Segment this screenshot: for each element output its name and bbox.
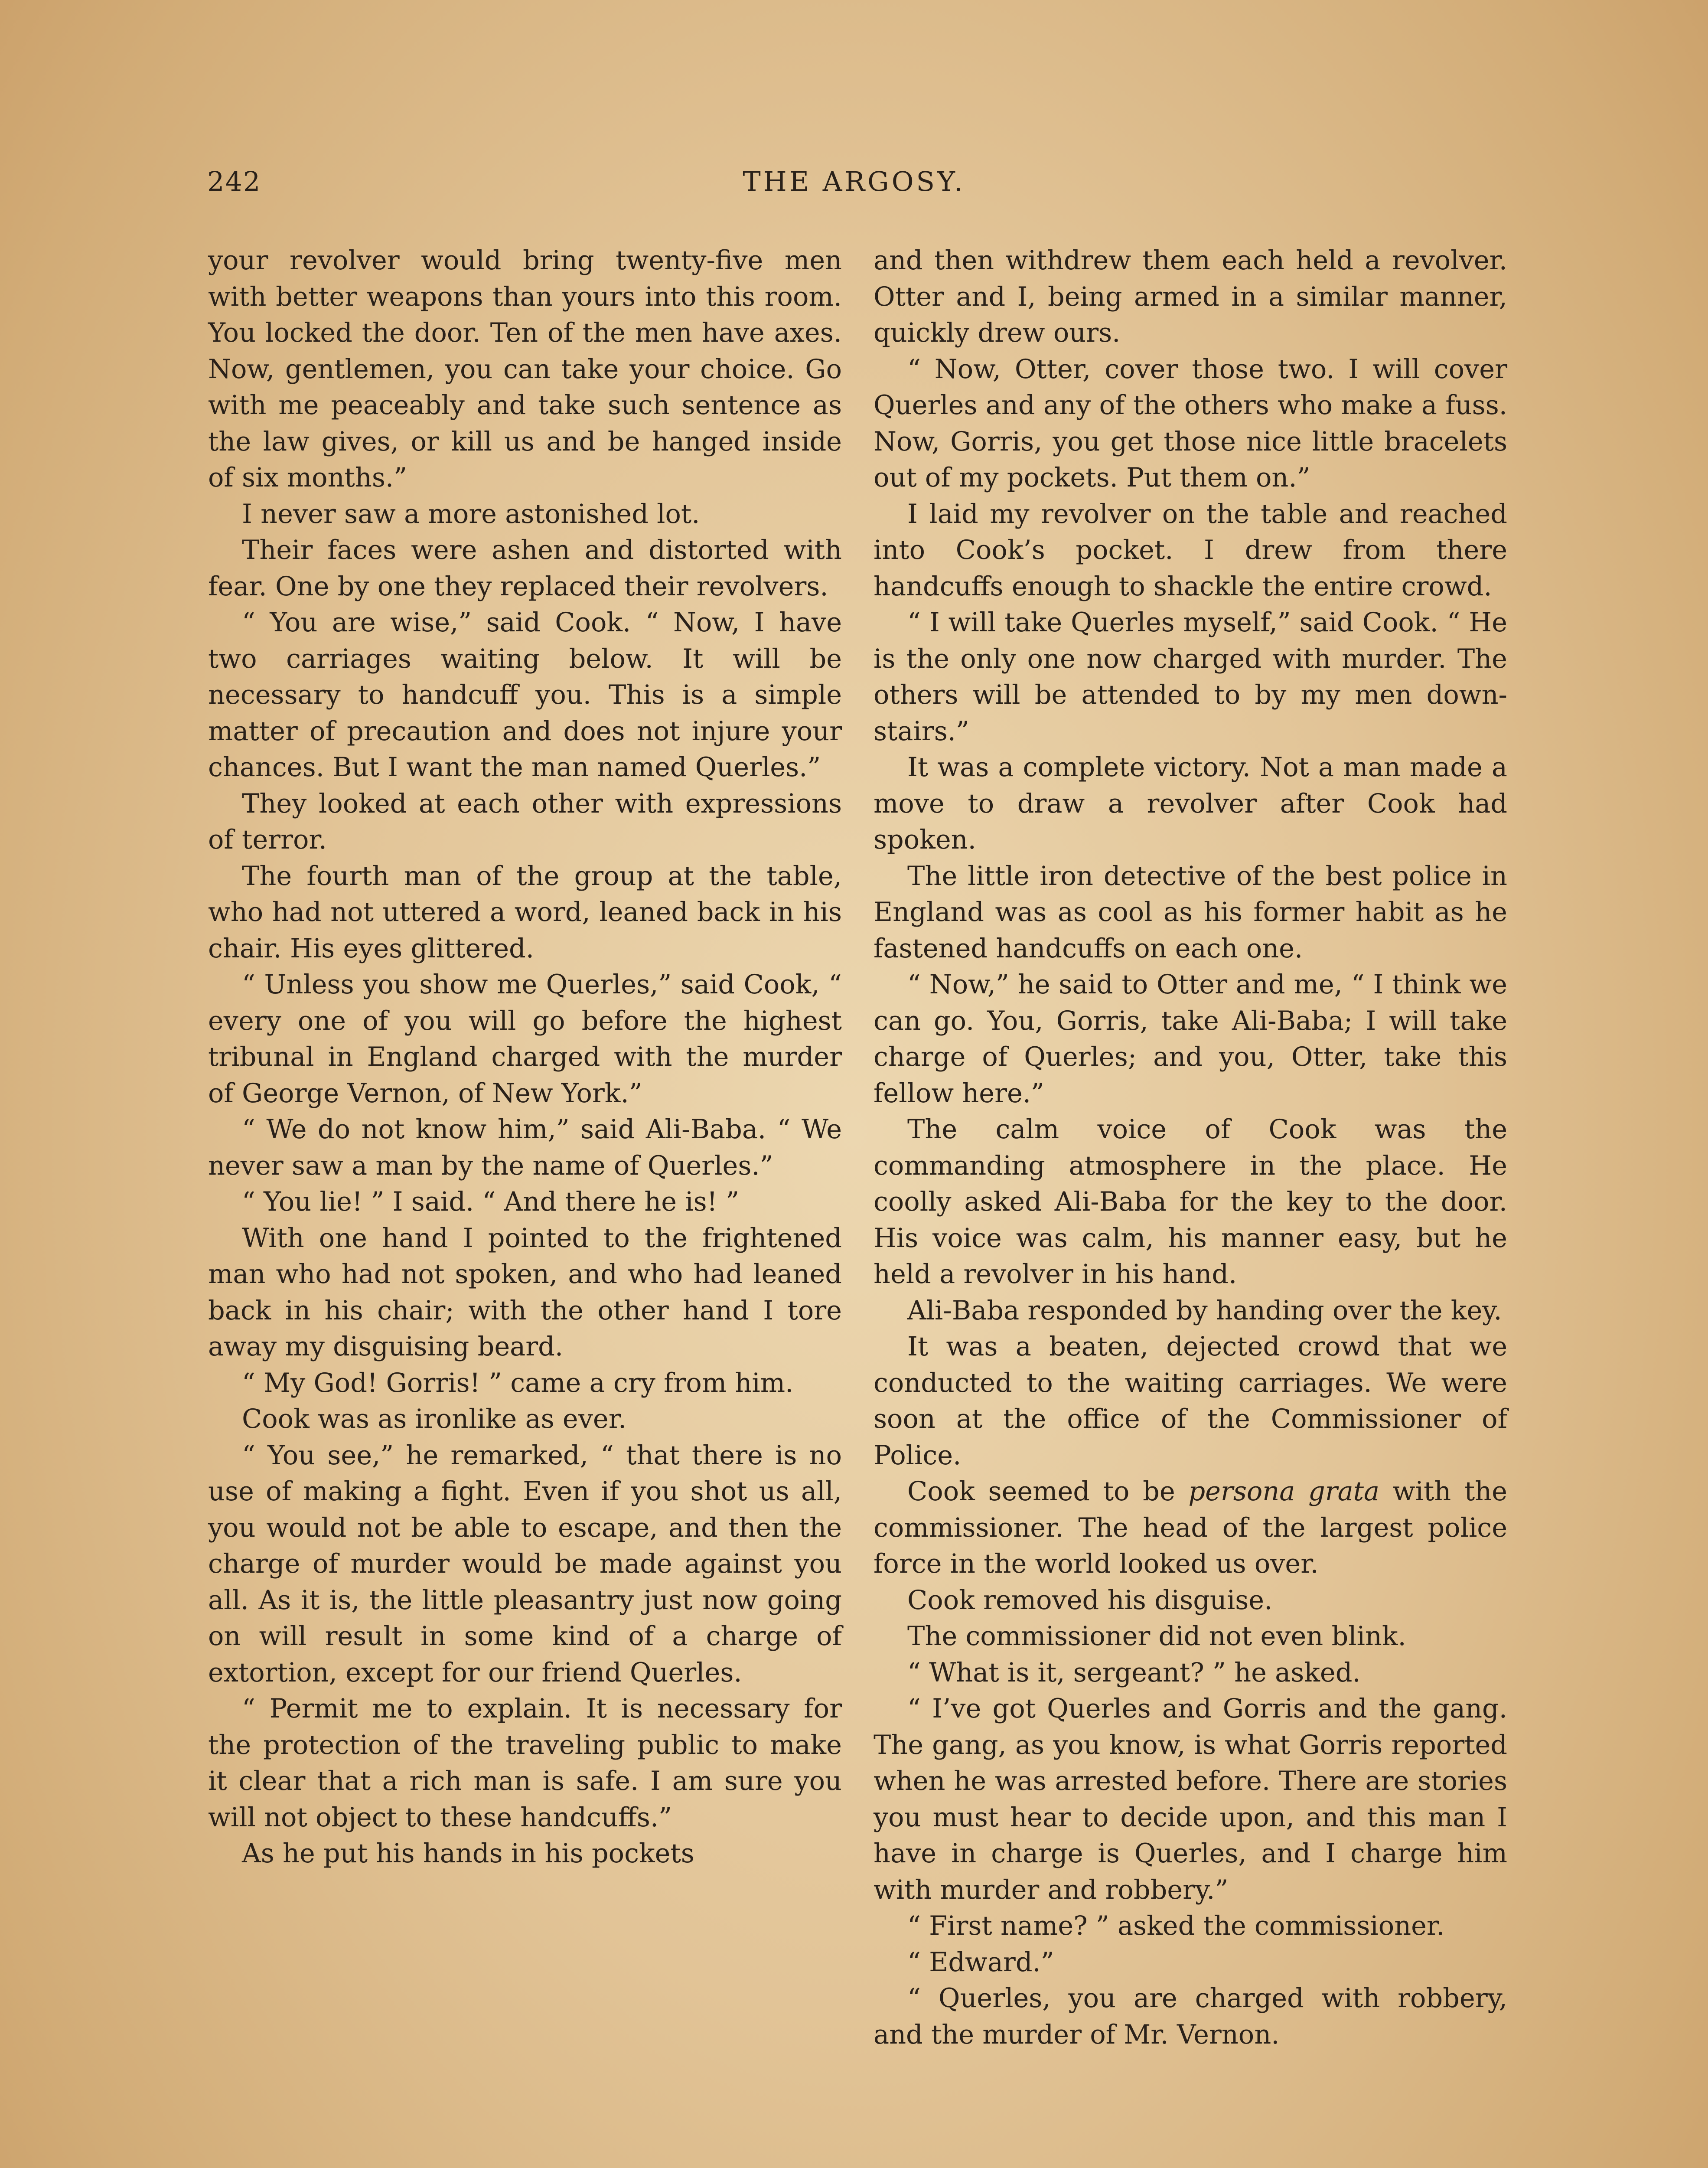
paragraph: “ I will take Querles myself,” said Cook. “ He is the only one now charged with murder. The others will be attended to by my men down-stairs.” — [874, 607, 1507, 747]
paragraph: The commissioner did not even blink. — [907, 1621, 1406, 1652]
paragraph: Cook seemed to be persona grata with the commissioner. The head of the largest police force in the world looked us over. — [874, 1476, 1507, 1579]
paragraph: The little iron detective of the best police in England was as cool as his former habit as he fastened handcuffs on each one. — [874, 861, 1507, 964]
paragraph: They looked at each other with expressions of terror. — [208, 788, 842, 855]
paragraph: “ Unless you show me Querles,” said Cook, “ every one of you will go before the highest tribunal in England charged with the murder of George Vernon, of New York.” — [208, 970, 842, 1109]
paragraph: “ My God! Gorris! ” came a cry from him. — [242, 1368, 794, 1398]
paragraph: Ali-Baba responded by handing over the key. — [907, 1295, 1502, 1326]
paragraph: I never saw a more astonished lot. — [242, 499, 700, 529]
paragraph: “ Now, Otter, cover those two. I will cover Querles and any of the others who make a fuss. Now, Gorris, you get those nice little bracelets out of my pockets. Put them on.” — [874, 354, 1507, 493]
paragraph: “ Edward.” — [907, 1947, 1054, 1978]
right-column — [874, 243, 1507, 2053]
paragraph: “ I’ve got Querles and Gorris and the gang. The gang, as you know, is what Gorris reported when he was arrested before. There are stories you must hear to decide upon, and this man I have in charge is Querles, and I charge him with murder and robbery.” — [874, 1694, 1507, 1905]
paragraph: and then withdrew them each held a revolver. Otter and I, being armed in a similar manner, quickly drew ours. — [874, 245, 1507, 348]
paragraph: your revolver would bring twenty-five men with better weapons than yours into this room. You locked the door. Ten of the men have axes. Now, gentlemen, you can take your choice. Go with me peaceably and take such sentence as the law gives, or kill us and be hanged inside of six months.” — [208, 245, 842, 493]
paragraph: The calm voice of Cook was the commanding atmosphere in the place. He coolly asked Ali-Baba for the key to the door. His voice was calm, his manner easy, but he held a revolver in his hand. — [874, 1114, 1507, 1290]
paragraph: “ First name? ” asked the commissioner. — [907, 1911, 1445, 1941]
paragraph: It was a complete victory. Not a man made a move to draw a revolver after Cook had spoken. — [874, 752, 1507, 855]
page-number: 242 — [207, 166, 261, 197]
paragraph: “ We do not know him,” said Ali-Baba. “ We never saw a man by the name of Querles.” — [208, 1114, 842, 1181]
running-title: THE ARGOSY. — [743, 166, 965, 197]
paragraph: Their faces were ashen and distorted with fear. One by one they replaced their revolvers. — [208, 535, 842, 602]
paragraph: Cook was as ironlike as ever. — [242, 1404, 627, 1434]
paragraph: It was a beaten, dejected crowd that we conducted to the waiting carriages. We were soon at the office of the Commissioner of Police. — [874, 1332, 1507, 1471]
paragraph: Cook removed his disguise. — [907, 1585, 1273, 1616]
paragraph: “ You see,” he remarked, “ that there is no use of making a fight. Even if you shot us all, you would not be able to escape, and then the charge of murder would be made against you all. As it is, the little pleasantry just now going on will result in some kind of a charge of extortion, except for our friend Querles. — [208, 1440, 842, 1688]
paragraph: “ Permit me to explain. It is necessary for the protection of the traveling public to make it clear that a rich man is safe. I am sure you will not object to these handcuffs.” — [208, 1694, 842, 1833]
paragraph: The fourth man of the group at the table, who had not uttered a word, leaned back in his chair. His eyes glittered. — [208, 861, 842, 964]
paragraph: “ You are wise,” said Cook. “ Now, I have two carriages waiting below. It will be necessary to handcuff you. This is a simple matter of precaution and does not injure your chances. But I want the man named Querles.” — [208, 607, 842, 783]
paragraph: I laid my revolver on the table and reached into Cook’s pocket. I drew from there handcuffs enough to shackle the entire crowd. — [874, 499, 1507, 602]
paragraph: “ What is it, sergeant? ” he asked. — [907, 1657, 1361, 1688]
paragraph: “ Now,” he said to Otter and me, “ I think we can go. You, Gorris, take Ali-Baba; I will take charge of Querles; and you, Otter, take this fellow here.” — [874, 970, 1507, 1109]
paragraph: With one hand I pointed to the frightened man who had not spoken, and who had leaned back in his chair; with the other hand I tore away my disguising beard. — [208, 1223, 842, 1362]
left-column — [208, 243, 842, 1872]
paragraph: As he put his hands in his pockets — [242, 1838, 694, 1869]
paragraph: “ You lie! ” I said. “ And there he is! ” — [242, 1187, 740, 1217]
paragraph: “ Querles, you are charged with robbery, and the murder of Mr. Vernon. — [874, 1983, 1507, 2050]
italic-phrase: persona grata — [1188, 1476, 1380, 1507]
